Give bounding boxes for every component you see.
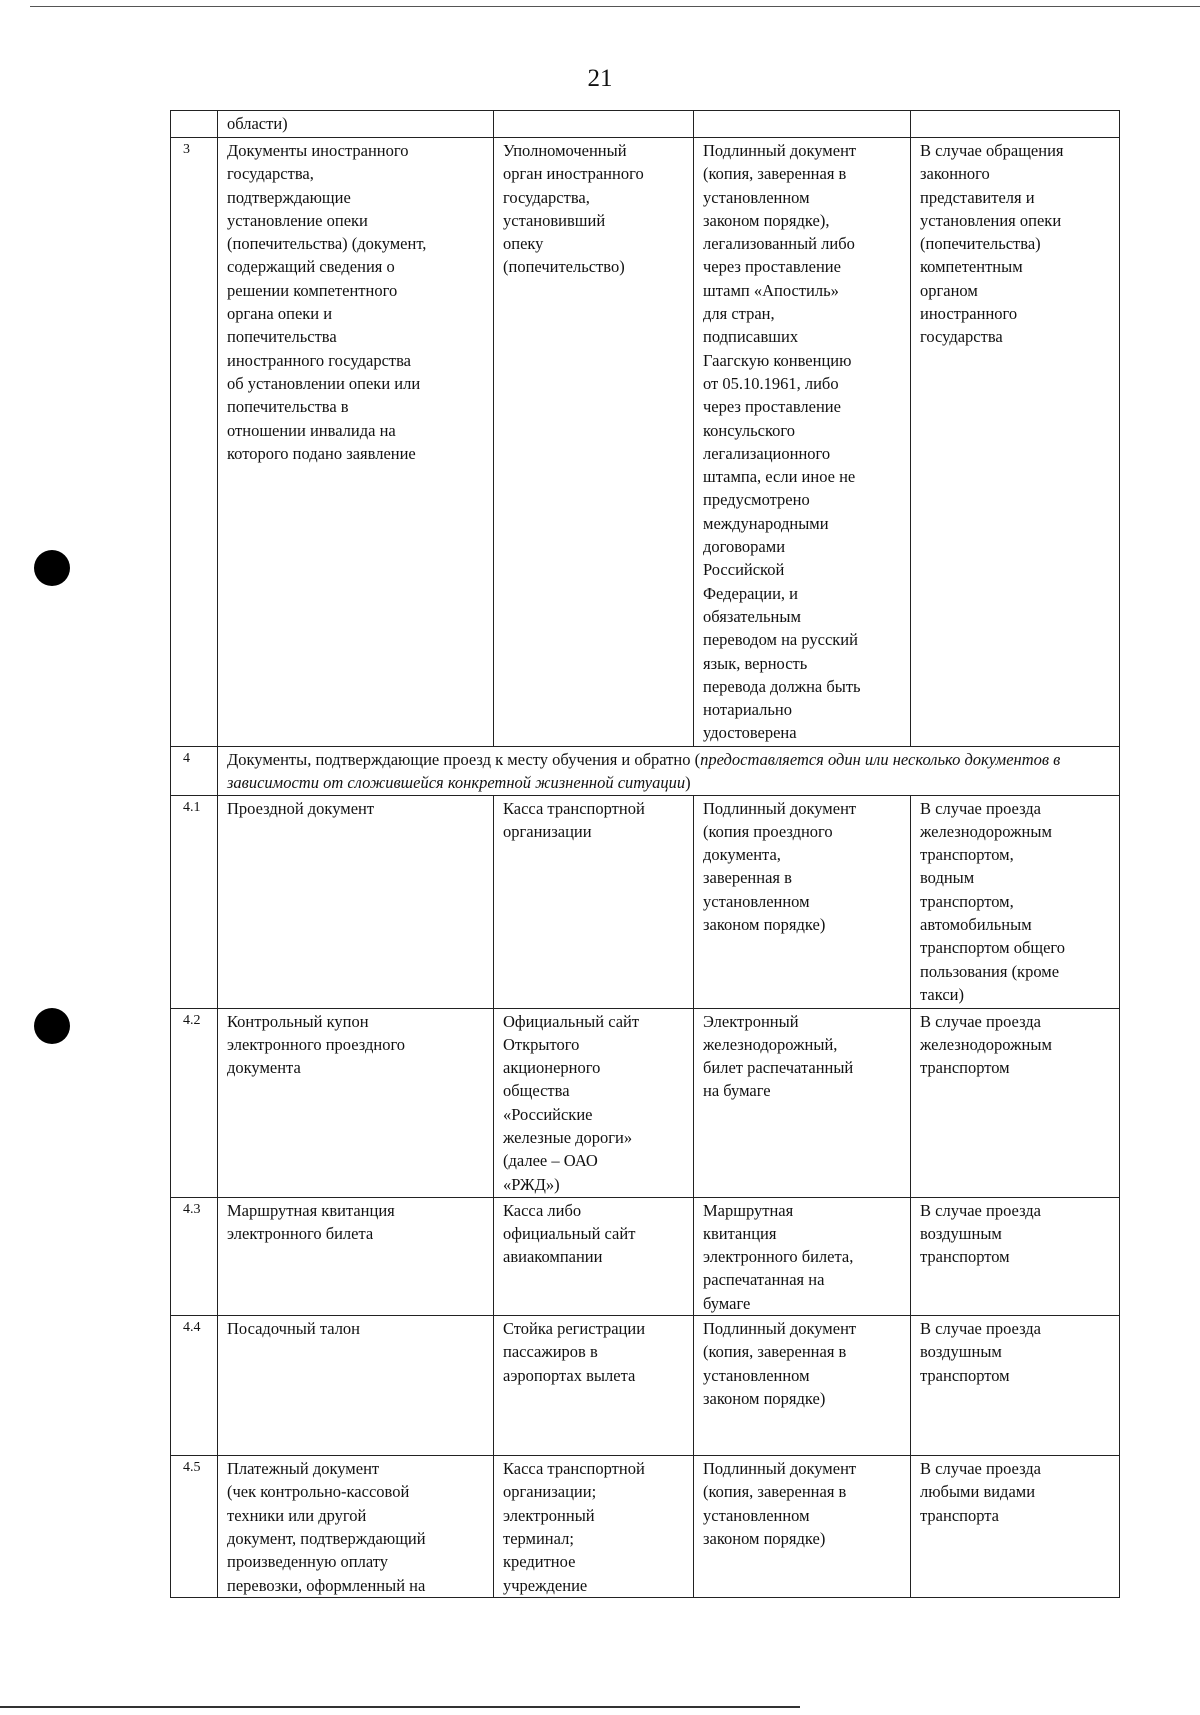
page-number: 21 [587, 65, 613, 92]
row-number: 4.1 [171, 795, 218, 1008]
document-name: Документы иностранного государства, подтверждающие установление опеки (попечительства) (документ, содержащий сведения о решении компетентного органа опеки и попечительства иностранного государства об установлении опеки или попечительства в отношении инвалида на которого подано заявление [218, 138, 494, 747]
section-number: 4 [171, 747, 218, 796]
row-number: 4.4 [171, 1316, 218, 1456]
document-note [911, 111, 1120, 138]
table-row [171, 1008, 1120, 1197]
table-row [171, 795, 1120, 1008]
row-number [171, 111, 218, 138]
section-heading [218, 747, 1120, 796]
document-source [494, 111, 694, 138]
section-note-open: ( [690, 750, 701, 769]
punch-hole-mark [34, 550, 70, 586]
table-row [171, 111, 1120, 138]
documents-table [170, 110, 1120, 1598]
document-form: Подлинный документ (копия, заверенная в установленном законом порядке) [694, 1456, 911, 1598]
document-note: В случае проезда любыми видами транспорта [911, 1456, 1120, 1598]
document-source: Уполномоченный орган иностранного государства, установивший опеку (попечительство) [494, 138, 694, 747]
document-form: Маршрутная квитанция электронного билета, распечатанная на бумаге [694, 1197, 911, 1315]
section-row [171, 747, 1120, 796]
table-row [171, 1316, 1120, 1456]
document-source: Стойка регистрации пассажиров в аэропортах вылета [494, 1316, 694, 1456]
row-number: 4.2 [171, 1008, 218, 1197]
document-name: Контрольный купон электронного проездного документа [218, 1008, 494, 1197]
document-form: Электронный железнодорожный, билет распечатанный на бумаге [694, 1008, 911, 1197]
punch-hole-mark [34, 1008, 70, 1044]
table-row [171, 138, 1120, 747]
table-row [171, 1197, 1120, 1315]
document-note: В случае проезда воздушным транспортом [911, 1316, 1120, 1456]
document-form: Подлинный документ (копия проездного документа, заверенная в установленном законом порядке) [694, 795, 911, 1008]
top-scan-rule [30, 6, 1200, 7]
row-number: 4.5 [171, 1456, 218, 1598]
document-note: В случае проезда железнодорожным транспортом, водным транспортом, автомобильным транспортом общего пользования (кроме такси) [911, 795, 1120, 1008]
table-row [171, 1456, 1120, 1598]
document-note: В случае обращения законного представителя и установления опеки (попечительства) компетентным органом иностранного государства [911, 138, 1120, 747]
row-number: 4.3 [171, 1197, 218, 1315]
row-number: 3 [171, 138, 218, 747]
document-name: области) [218, 111, 494, 138]
document-source: Официальный сайт Открытого акционерного общества «Российские железные дороги» (далее – ОАО «РЖД») [494, 1008, 694, 1197]
section-heading-text: Документы, подтверждающие проезд к месту обучения и обратно [227, 750, 691, 769]
document-source: Касса транспортной организации [494, 795, 694, 1008]
document-note: В случае проезда воздушным транспортом [911, 1197, 1120, 1315]
bottom-scan-rule [0, 1706, 800, 1708]
document-note: В случае проезда железнодорожным транспортом [911, 1008, 1120, 1197]
document-form: Подлинный документ (копия, заверенная в установленном законом порядке), легализованный либо через проставление штамп «Апостиль» для стран, подписавших Гаагскую конвенцию от 05.10.1961, либо через проставление консульского легализационного штампа, если иное не предусмотрено международными договорами Российской Федерации, и обязательным переводом на русский язык, верность перевода должна быть нотариально удостоверена [694, 138, 911, 747]
document-source: Касса транспортной организации; электронный терминал; кредитное учреждение [494, 1456, 694, 1598]
section-note-close: ) [685, 773, 691, 793]
document-name: Посадочный талон [218, 1316, 494, 1456]
section-note: предоставляется один или несколько документов в зависимости от сложившейся конкретной жизненной ситуации [227, 750, 1061, 793]
document-name: Проездной документ [218, 795, 494, 1008]
document-name: Платежный документ (чек контрольно-кассовой техники или другой документ, подтверждающий произведенную оплату перевозки, оформленный на [218, 1456, 494, 1598]
document-source: Касса либо официальный сайт авиакомпании [494, 1197, 694, 1315]
document-name: Маршрутная квитанция электронного билета [218, 1197, 494, 1315]
document-form [694, 111, 911, 138]
document-form: Подлинный документ (копия, заверенная в установленном законом порядке) [694, 1316, 911, 1456]
